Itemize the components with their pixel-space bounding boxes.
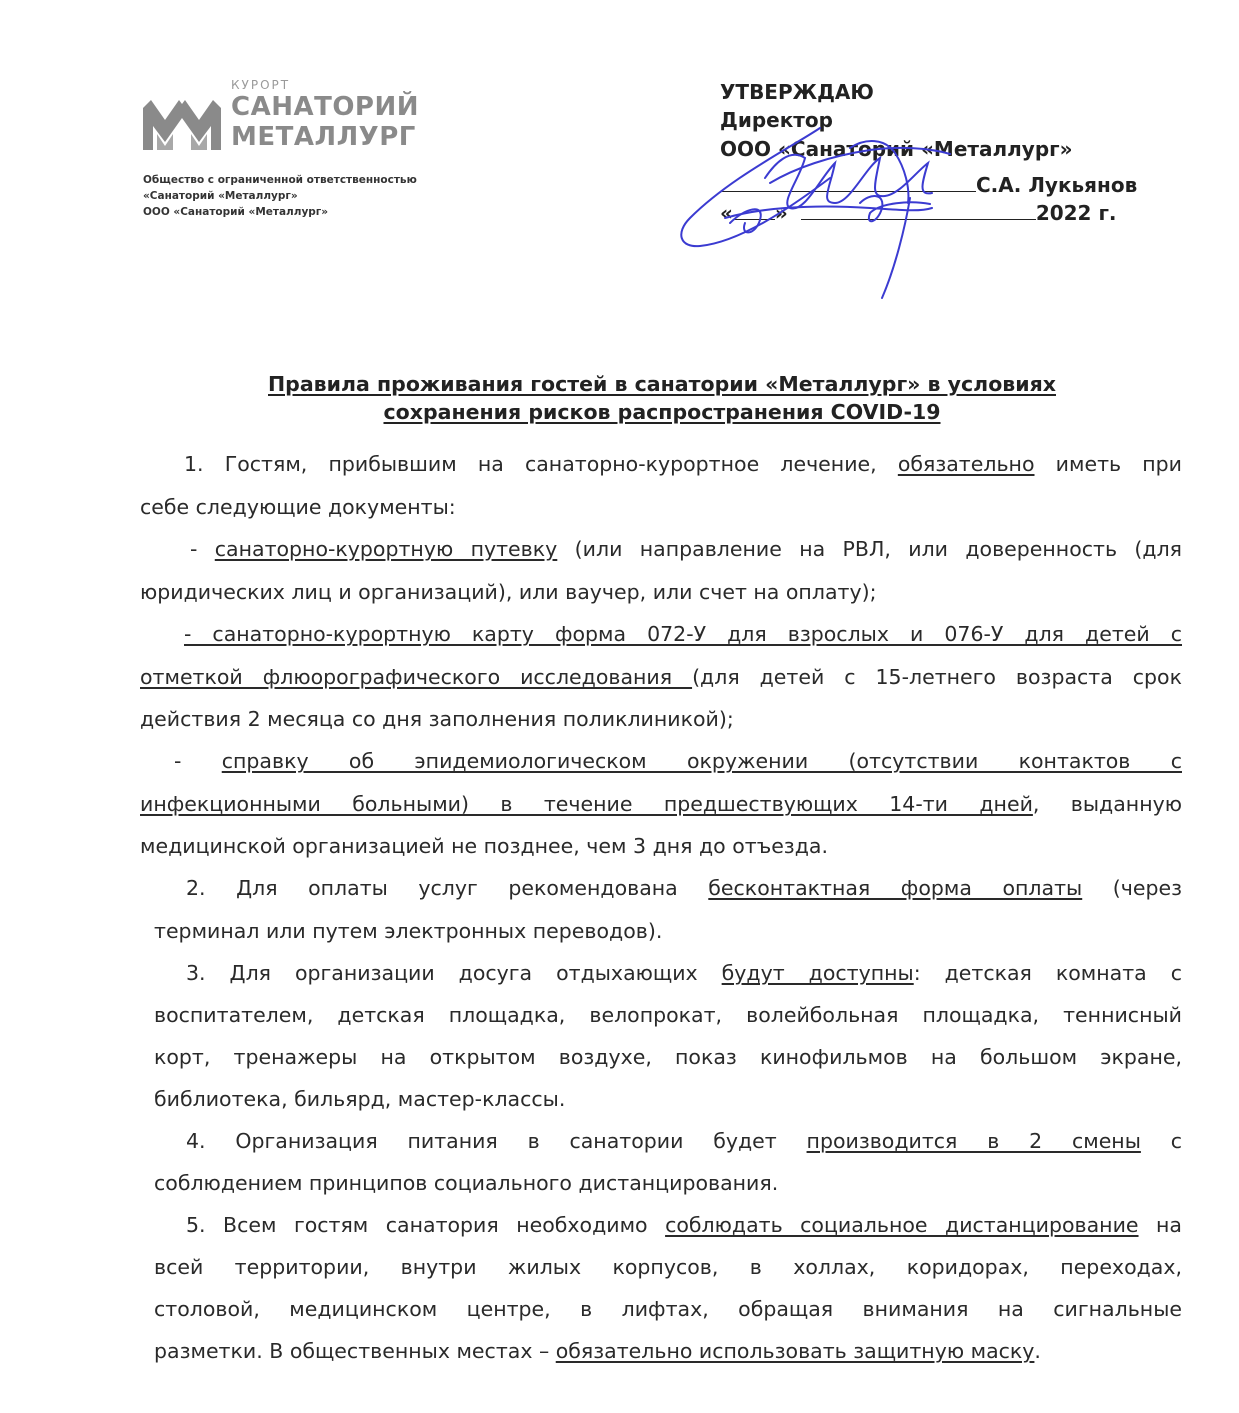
date-open-quote: « [720, 201, 733, 225]
org-line: «Санаторий «Металлург» [143, 190, 298, 202]
mm-logo-icon [143, 100, 221, 150]
rule-3-line-4: библиотека, бильярд, мастер-классы. [154, 1087, 566, 1111]
rule-1-line-1: 1. Гостям, прибывшим на санаторно-курортное лечение, обязательно иметь при [184, 452, 1182, 476]
organization-info [143, 172, 417, 220]
title-line-2: сохранения рисков распространения COVID-19 [383, 400, 941, 424]
logo-kurort-text: КУРОРТ [231, 78, 291, 92]
rule-5-line-3: столовой, медицинском центре, в лифтах, обращая внимания на сигнальные [154, 1297, 1182, 1321]
rule-1b-line-3: действия 2 месяца со дня заполнения поликлиникой); [140, 707, 734, 731]
rule-5-line-4: разметки. В общественных местах – обязательно использовать защитную маску. [154, 1339, 1041, 1363]
approval-company: ООО «Санаторий «Металлург» [720, 137, 1073, 161]
rule-1a-line-1: - санаторно-курортную путевку (или направление на РВЛ, или доверенность (для [190, 537, 1183, 561]
rule-1a-line-2: юридических лиц и организаций), или ваучер, или счет на оплату); [140, 580, 877, 604]
handwritten-signature [670, 108, 970, 308]
rule-1-line-2: себе следующие документы: [140, 495, 456, 519]
rule-3-line-2: воспитателем, детская площадка, велопрокат, волейбольная площадка, теннисный [154, 1003, 1182, 1027]
rule-2-line-1: 2. Для оплаты услуг рекомендована бесконтактная форма оплаты (через [186, 876, 1183, 900]
rule-4-line-1: 4. Организация питания в санатории будет производится в 2 смены с [186, 1129, 1182, 1153]
document-title [140, 370, 1184, 426]
approval-title: УТВЕРЖДАЮ [720, 80, 874, 104]
org-line: ООО «Санаторий «Металлург» [143, 206, 329, 218]
rule-2-line-2: терминал или путем электронных переводов). [154, 919, 663, 943]
rule-1c-line-1: - справку об эпидемиологическом окружении (отсутствии контактов с [174, 749, 1182, 773]
logo-metallurg-text: МЕТАЛЛУРГ [231, 122, 416, 152]
rule-1c-line-2: инфекционными больными) в течение предшествующих 14-ти дней, выданную [140, 792, 1182, 816]
rule-5-line-2: всей территории, внутри жилых корпусов, в холлах, коридорах, переходах, [154, 1255, 1182, 1279]
rule-1c-line-3: медицинской организацией не позднее, чем 3 дня до отъезда. [140, 834, 828, 858]
rule-1b-line-1: - санаторно-курортную карту форма 072-У для взрослых и 076-У для детей с [184, 622, 1182, 646]
date-year: 2022 г. [1035, 201, 1117, 225]
date-close-quote: » [774, 201, 788, 225]
rule-3-line-1: 3. Для организации досуга отдыхающих будут доступны: детская комната с [186, 961, 1182, 985]
org-line: Общество с ограниченной ответственностью [143, 174, 417, 186]
approval-name: С.А. Лукьянов [976, 173, 1138, 197]
rule-4-line-2: соблюдением принципов социального дистанцирования. [154, 1171, 779, 1195]
rule-3-line-3: корт, тренажеры на открытом воздухе, показ кинофильмов на большом экране, [154, 1045, 1182, 1069]
rule-1b-line-2: отметкой флюорографического исследования (для детей с 15-летнего возраста срок [140, 665, 1182, 689]
logo-sanatorium-text: САНАТОРИЙ [231, 92, 419, 122]
rule-5-line-1: 5. Всем гостям санатория необходимо соблюдать социальное дистанцирование на [186, 1213, 1182, 1237]
approval-position: Директор [720, 108, 833, 132]
title-line-1: Правила проживания гостей в санатории «Металлург» в условиях [268, 372, 1056, 396]
